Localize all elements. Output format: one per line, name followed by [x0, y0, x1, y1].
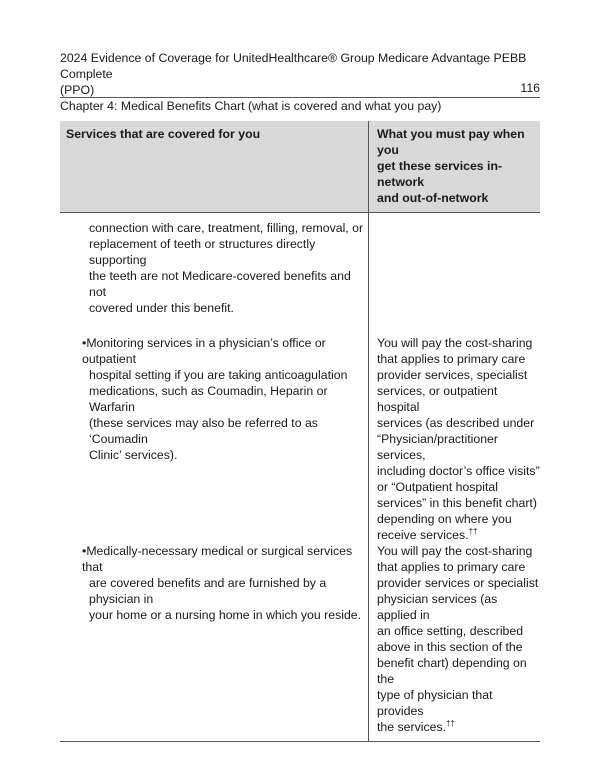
header-title-line: 2024 Evidence of Coverage for UnitedHealthcare® Group Medicare Advantage PEBB Complete: [60, 51, 527, 81]
text-line: medications, such as Coumadin, Heparin or Warfarin: [89, 384, 328, 414]
footnote-marker: ††: [446, 718, 455, 728]
text-line: Monitoring services in a physician’s office or outpatient: [82, 336, 326, 366]
text-line: physician services (as applied in: [377, 592, 498, 622]
text-line: connection with care, treatment, filling, removal, or: [89, 221, 364, 235]
text-line: benefit chart) depending on the: [377, 656, 527, 686]
cost-cell: [369, 335, 541, 543]
text-line: provider services, specialist: [377, 368, 528, 382]
text-line: hospital setting if you are taking anticoagulation: [89, 368, 348, 382]
bullet-icon: •: [82, 336, 87, 350]
cost-cell: [369, 543, 541, 742]
text-line: an office setting, described: [377, 624, 524, 638]
column-header-services: Services that are covered for you: [60, 121, 369, 213]
footnote-marker: ††: [468, 526, 478, 536]
header-line: get these services in-network: [377, 159, 503, 189]
header-line: What you must pay when you: [377, 127, 525, 157]
table-header-row: [60, 121, 540, 213]
text-line: covered under this benefit.: [89, 301, 234, 315]
services-cell: [60, 335, 369, 543]
text-line: your home or a nursing home in which you reside.: [89, 608, 362, 622]
text-line: the services.: [377, 720, 447, 734]
text-line: You will pay the cost-sharing: [377, 336, 533, 350]
table-row: [60, 335, 540, 543]
text-line: (these services may also be referred to as ‘Coumadin: [89, 416, 318, 446]
text-line: including doctor’s office visits”: [377, 464, 540, 478]
text-line: depending on where you: [377, 512, 512, 526]
table-row: [60, 213, 540, 336]
text-line: replacement of teeth or structures directly supporting: [89, 237, 316, 267]
text-line: services, or outpatient hospital: [377, 384, 498, 414]
text-line: are covered benefits and are furnished by a physician in: [89, 576, 327, 606]
benefits-table: [60, 121, 540, 742]
text-line: that applies to primary care: [377, 560, 526, 574]
header-divider: [60, 97, 540, 98]
bullet-icon: •: [82, 544, 87, 558]
column-header-cost: [369, 121, 541, 213]
table-row: [60, 543, 540, 742]
text-line: the teeth are not Medicare-covered benefits and not: [89, 269, 351, 299]
text-line: receive services.: [377, 528, 469, 542]
services-cell: [60, 213, 369, 336]
header-line: and out-of-network: [377, 191, 489, 205]
header-title-line: (PPO): [60, 83, 95, 97]
text-line: services (as described under: [377, 416, 535, 430]
text-line: provider services or specialist: [377, 576, 539, 590]
text-line: or “Outpatient hospital: [377, 480, 498, 494]
text-line: “Physician/practitioner services,: [377, 432, 498, 462]
document-header: [60, 50, 540, 114]
text-line: services” in this benefit chart): [377, 496, 537, 510]
cost-cell: [369, 213, 541, 336]
text-line: Clinic’ services).: [89, 448, 178, 462]
text-line: Medically-necessary medical or surgical services that: [82, 544, 353, 574]
services-cell: [60, 543, 369, 742]
chapter-title: Chapter 4: Medical Benefits Chart (what is covered and what you pay): [60, 99, 442, 113]
text-line: above in this section of the: [377, 640, 523, 654]
text-line: that applies to primary care: [377, 352, 526, 366]
text-line: You will pay the cost-sharing: [377, 544, 533, 558]
text-line: type of physician that provides: [377, 688, 493, 718]
page-number: 116: [520, 81, 540, 95]
